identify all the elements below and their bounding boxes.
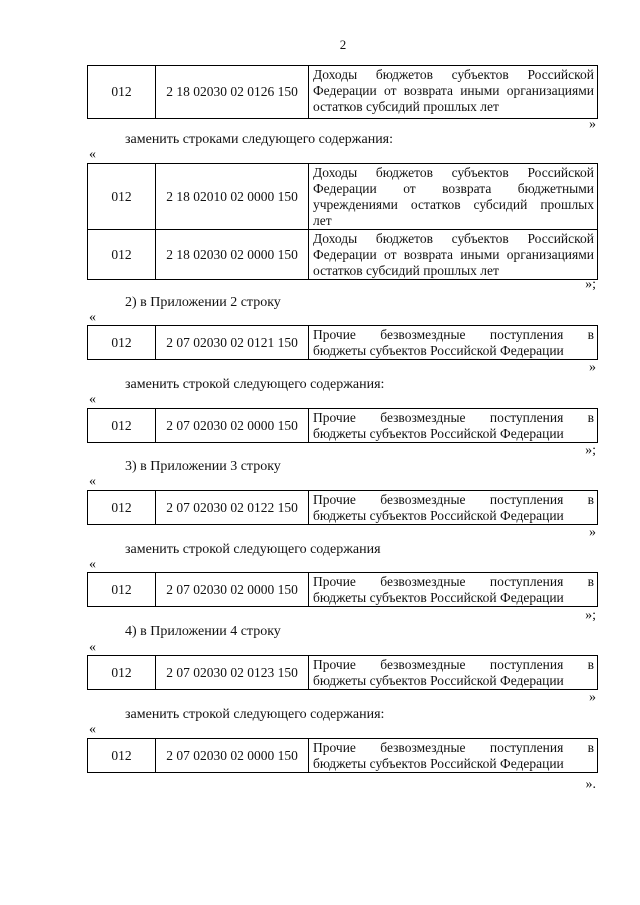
income-code-cell: 2 07 02030 02 0000 150 bbox=[156, 409, 309, 443]
income-name-line: Прочие безвозмездные поступления в bbox=[313, 492, 594, 507]
opening-quote: « bbox=[89, 392, 96, 407]
income-name-line: остатков субсидий прошлых лет bbox=[313, 263, 499, 278]
opening-quote: « bbox=[89, 147, 96, 162]
income-name-line: Доходы бюджетов субъектов Российской bbox=[313, 231, 594, 246]
closing-quote: » bbox=[589, 360, 596, 375]
income-name-line: Прочие безвозмездные поступления в bbox=[313, 327, 594, 342]
income-name-line: остатков субсидий прошлых лет bbox=[313, 99, 499, 114]
income-name-line: Прочие безвозмездные поступления в bbox=[313, 574, 594, 589]
income-code-cell: 2 07 02030 02 0000 150 bbox=[156, 739, 309, 773]
income-name-line: бюджеты субъектов Российской Федерации bbox=[313, 673, 564, 688]
income-name-line: Доходы бюджетов субъектов Российской bbox=[313, 67, 594, 82]
table-row bbox=[88, 326, 598, 360]
income-code-cell: 2 18 02030 02 0000 150 bbox=[156, 230, 309, 280]
instruction-text: 3) в Приложении 3 строку bbox=[125, 459, 281, 474]
income-code-cell: 2 07 02030 02 0123 150 bbox=[156, 656, 309, 690]
table-row bbox=[88, 739, 598, 773]
admin-code-cell: 012 bbox=[88, 491, 156, 525]
closing-quote: »; bbox=[585, 277, 596, 292]
admin-code-cell: 012 bbox=[88, 164, 156, 230]
budget-code-table bbox=[87, 490, 598, 525]
instruction-text: заменить строками следующего содержания: bbox=[125, 132, 394, 147]
opening-quote: « bbox=[89, 722, 96, 737]
income-name-line: бюджеты субъектов Российской Федерации bbox=[313, 508, 564, 523]
page-number: 2 bbox=[339, 37, 347, 52]
budget-code-table bbox=[87, 738, 598, 773]
budget-code-table bbox=[87, 65, 598, 119]
income-name-line: бюджеты субъектов Российской Федерации bbox=[313, 590, 564, 605]
table-row bbox=[88, 66, 598, 119]
closing-quote: »; bbox=[585, 608, 596, 623]
income-name-cell bbox=[309, 739, 598, 773]
table-row bbox=[88, 409, 598, 443]
income-name-line: Прочие безвозмездные поступления в bbox=[313, 740, 594, 755]
instruction-text: 4) в Приложении 4 строку bbox=[125, 624, 281, 639]
income-name-line: лет bbox=[313, 213, 332, 228]
closing-quote: » bbox=[589, 525, 596, 540]
budget-code-table bbox=[87, 408, 598, 443]
income-name-cell bbox=[309, 164, 598, 230]
income-name-cell bbox=[309, 573, 598, 607]
income-name-line: бюджеты субъектов Российской Федерации bbox=[313, 343, 564, 358]
admin-code-cell: 012 bbox=[88, 66, 156, 119]
income-name-line: Прочие безвозмездные поступления в bbox=[313, 657, 594, 672]
income-name-line: Федерации от возврата бюджетными bbox=[313, 181, 594, 196]
instruction-text: заменить строкой следующего содержания: bbox=[125, 377, 385, 392]
admin-code-cell: 012 bbox=[88, 739, 156, 773]
opening-quote: « bbox=[89, 557, 96, 572]
income-name-cell bbox=[309, 656, 598, 690]
income-name-cell bbox=[309, 326, 598, 360]
opening-quote: « bbox=[89, 640, 96, 655]
income-name-line: Доходы бюджетов субъектов Российской bbox=[313, 165, 594, 180]
budget-code-table bbox=[87, 572, 598, 607]
admin-code-cell: 012 bbox=[88, 573, 156, 607]
admin-code-cell: 012 bbox=[88, 409, 156, 443]
admin-code-cell: 012 bbox=[88, 656, 156, 690]
instruction-text: заменить строкой следующего содержания: bbox=[125, 707, 385, 722]
table-row bbox=[88, 656, 598, 690]
closing-quote: »; bbox=[585, 443, 596, 458]
instruction-text: заменить строкой следующего содержания bbox=[125, 542, 381, 557]
income-code-cell: 2 07 02030 02 0121 150 bbox=[156, 326, 309, 360]
income-name-cell bbox=[309, 66, 598, 119]
budget-code-table bbox=[87, 655, 598, 690]
income-name-cell bbox=[309, 491, 598, 525]
budget-code-table bbox=[87, 163, 598, 280]
income-code-cell: 2 18 02010 02 0000 150 bbox=[156, 164, 309, 230]
table-row bbox=[88, 164, 598, 230]
admin-code-cell: 012 bbox=[88, 326, 156, 360]
closing-quote: ». bbox=[585, 777, 596, 792]
income-code-cell: 2 07 02030 02 0000 150 bbox=[156, 573, 309, 607]
budget-code-table bbox=[87, 325, 598, 360]
opening-quote: « bbox=[89, 310, 96, 325]
income-name-cell bbox=[309, 409, 598, 443]
income-name-cell bbox=[309, 230, 598, 280]
closing-quote: » bbox=[589, 117, 596, 132]
income-name-line: Федерации от возврата иными организациями bbox=[313, 247, 594, 262]
table-row bbox=[88, 573, 598, 607]
income-name-line: Федерации от возврата иными организациями bbox=[313, 83, 594, 98]
income-name-line: бюджеты субъектов Российской Федерации bbox=[313, 426, 564, 441]
instruction-text: 2) в Приложении 2 строку bbox=[125, 295, 281, 310]
closing-quote: » bbox=[589, 690, 596, 705]
income-name-line: бюджеты субъектов Российской Федерации bbox=[313, 756, 564, 771]
income-name-line: Прочие безвозмездные поступления в bbox=[313, 410, 594, 425]
table-row bbox=[88, 230, 598, 280]
income-code-cell: 2 18 02030 02 0126 150 bbox=[156, 66, 309, 119]
income-code-cell: 2 07 02030 02 0122 150 bbox=[156, 491, 309, 525]
admin-code-cell: 012 bbox=[88, 230, 156, 280]
table-row bbox=[88, 491, 598, 525]
opening-quote: « bbox=[89, 474, 96, 489]
income-name-line: учреждениями остатков субсидий прошлых bbox=[313, 197, 594, 212]
